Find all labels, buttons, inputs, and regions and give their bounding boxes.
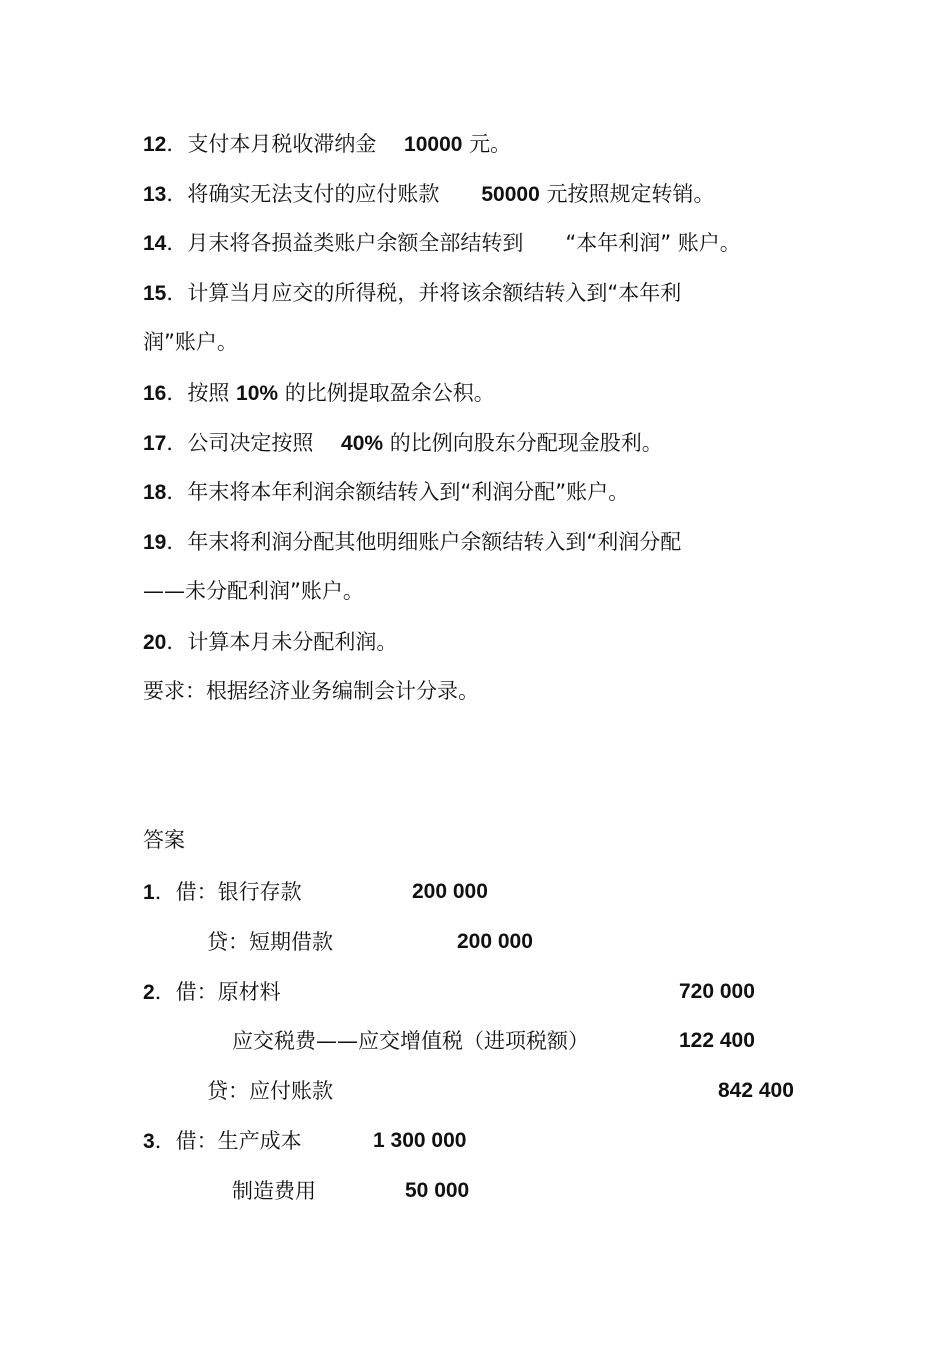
question-text: 元。 [462, 132, 512, 156]
question-17 [143, 429, 663, 458]
requirement: 要求：根据经济业务编制会计分录。 [143, 679, 479, 703]
entry-debit-label: ．借：银行存款 [154, 880, 302, 904]
question-number: 19 [143, 531, 167, 554]
question-amount: 50000 [481, 183, 540, 206]
question-text: ．公司决定按照 [166, 431, 342, 455]
entry-number: 1 [143, 881, 155, 904]
entry-3-debit2-amount: 50 000 [405, 1179, 470, 1202]
question-number: 17 [143, 432, 167, 455]
entry-1-debit-amount: 200 000 [412, 880, 488, 903]
question-number: 16 [143, 382, 167, 405]
answer-heading: 答案 [143, 828, 185, 852]
question-number: 20 [143, 631, 167, 654]
question-text: 元按照规定转销。 [539, 182, 715, 206]
entry-2-credit: 贷：应付账款 [207, 1079, 333, 1103]
entry-2-debit [143, 978, 281, 1007]
entry-1-credit: 贷：短期借款 [207, 930, 333, 954]
entry-1-credit-amount: 200 000 [457, 930, 533, 953]
question-number: 15 [143, 282, 167, 305]
entry-3-debit-amount: 1 300 000 [373, 1129, 467, 1152]
question-18 [143, 478, 629, 507]
question-text: ．按照 [166, 381, 237, 405]
question-text: ．年末将本年利润余额结转入到“利润分配”账户。 [166, 480, 630, 504]
entry-2-debit-amount: 720 000 [679, 980, 755, 1003]
entry-number: 2 [143, 981, 155, 1004]
question-13 [143, 180, 714, 209]
entry-3-debit2: 制造费用 [232, 1179, 316, 1203]
entry-debit-label: ．借：原材料 [154, 980, 281, 1004]
question-14 [143, 229, 741, 258]
question-text: ．年末将利润分配其他明细账户余额结转入到“利润分配 [166, 530, 682, 554]
entry-2-credit-amount: 842 400 [718, 1079, 794, 1102]
question-text: ．计算当月应交的所得税，并将该余额结转入到“本年利 [166, 281, 682, 305]
question-text: 的比例提取盈余公积。 [278, 381, 495, 405]
question-15 [143, 279, 681, 308]
question-number: 18 [143, 481, 167, 504]
question-amount: 10000 [404, 133, 463, 156]
entry-2-debit2-amount: 122 400 [679, 1029, 755, 1052]
question-16 [143, 379, 495, 408]
entry-3-debit [143, 1127, 302, 1156]
entry-number: 3 [143, 1130, 155, 1153]
entry-2-debit2: 应交税费——应交增值税（进项税额） [232, 1029, 589, 1053]
question-percent: 40% [341, 432, 384, 455]
question-19 [143, 528, 681, 557]
question-number: 14 [143, 232, 167, 255]
question-15-continuation: 润”账户。 [143, 330, 238, 354]
question-number: 12 [143, 133, 167, 156]
question-percent: 10% [236, 382, 279, 405]
question-12 [143, 130, 511, 159]
question-20 [143, 628, 397, 657]
question-19-continuation: ——未分配利润”账户。 [143, 579, 364, 603]
question-text: ．月末将各损益类账户余额全部结转到 “本年利润” 账户。 [166, 231, 741, 255]
question-text: ．支付本月税收滞纳金 [166, 132, 405, 156]
question-text: 的比例向股东分配现金股利。 [383, 431, 663, 455]
entry-1-debit [143, 878, 302, 907]
question-text: ．计算本月未分配利润。 [166, 630, 398, 654]
question-text: ．将确实无法支付的应付账款 [166, 182, 482, 206]
entry-debit-label: ．借：生产成本 [154, 1129, 302, 1153]
question-number: 13 [143, 183, 167, 206]
